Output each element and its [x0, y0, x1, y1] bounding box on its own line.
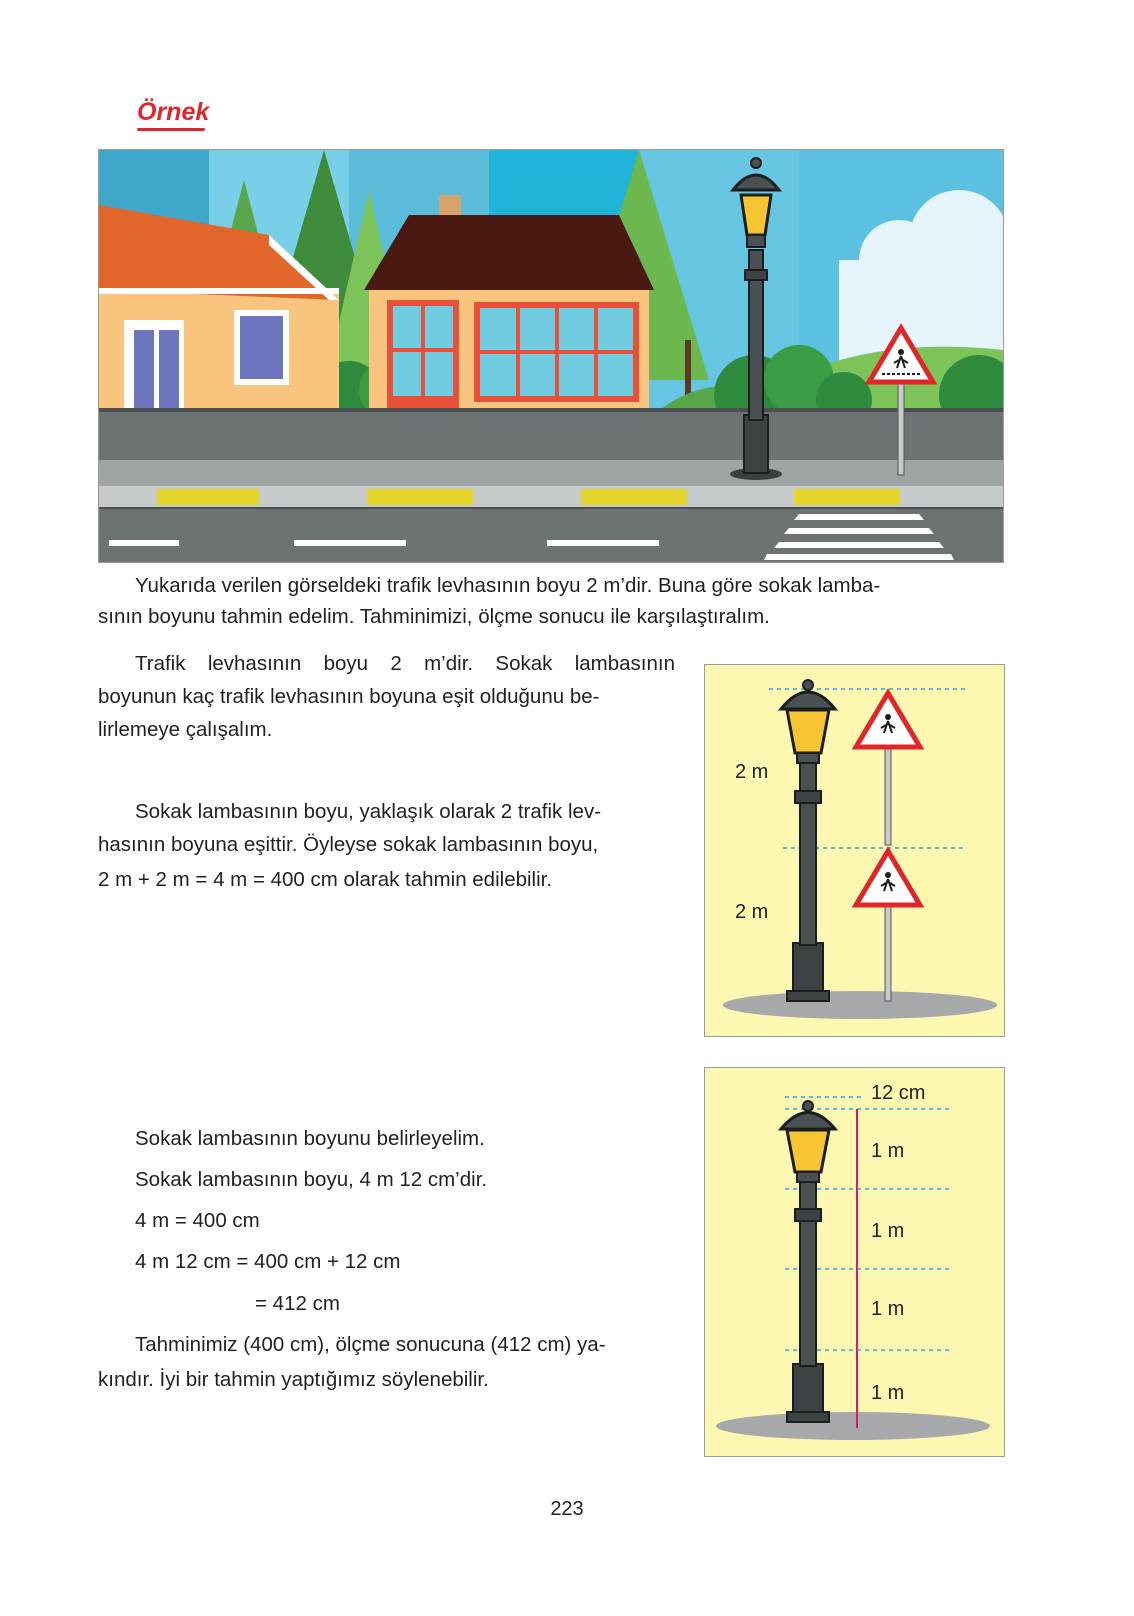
estimate-label-bottom: 2 m — [735, 901, 769, 923]
section3-line-5: = 412 cm — [255, 1292, 340, 1315]
measure-figure — [704, 1067, 1005, 1457]
section3-line-3: 4 m = 400 cm — [135, 1209, 260, 1232]
title-underline — [137, 128, 205, 131]
section2-line-3: 2 m + 2 m = 4 m = 400 cm olarak tahmin edilebilir. — [98, 868, 553, 891]
measure-label-m1: 1 m — [871, 1140, 905, 1162]
section3-line-7: kındır. İyi bir tahmin yaptığımız söylenebilir. — [98, 1368, 489, 1391]
section3-line-4: 4 m 12 cm = 400 cm + 12 cm — [135, 1250, 401, 1273]
section2-line-1: Sokak lambasının boyu, yaklaşık olarak 2 trafik lev- — [135, 800, 602, 823]
measure-label-m3: 1 m — [871, 1298, 905, 1320]
section3-line-1: Sokak lambasının boyunu belirleyelim. — [135, 1127, 485, 1150]
intro-line-1: Yukarıda verilen görseldeki trafik levhasının boyu 2 m’dir. Buna göre sokak lamba- — [135, 574, 881, 597]
section2-line-2: hasının boyuna eşittir. Öyleyse sokak lambasının boyu, — [98, 833, 599, 856]
estimate-label-top: 2 m — [735, 761, 769, 783]
measure-label-m2: 1 m — [871, 1220, 905, 1242]
section1-line-3: lirlemeye çalışalım. — [98, 718, 273, 741]
measure-label-m4: 1 m — [871, 1382, 905, 1404]
street-scene-illustration — [98, 149, 1004, 563]
measure-label-cm: 12 cm — [871, 1082, 926, 1104]
section3-line-6: Tahminimiz (400 cm), ölçme sonucuna (412 cm) ya- — [135, 1333, 606, 1356]
section1-line-1: Trafik levhasının boyu 2 m’dir. Sokak lambasının — [135, 652, 675, 675]
example-title: Örnek — [137, 98, 210, 126]
estimate-figure — [704, 664, 1005, 1037]
intro-line-2: sının boyunu tahmin edelim. Tahminimizi, ölçme sonucu ile karşılaştıralım. — [98, 605, 770, 628]
section3-line-2: Sokak lambasının boyu, 4 m 12 cm’dir. — [135, 1168, 488, 1191]
page-number: 223 — [550, 1498, 584, 1520]
section1-line-2: boyunun kaç trafik levhasının boyuna eşit olduğunu be- — [98, 685, 600, 708]
